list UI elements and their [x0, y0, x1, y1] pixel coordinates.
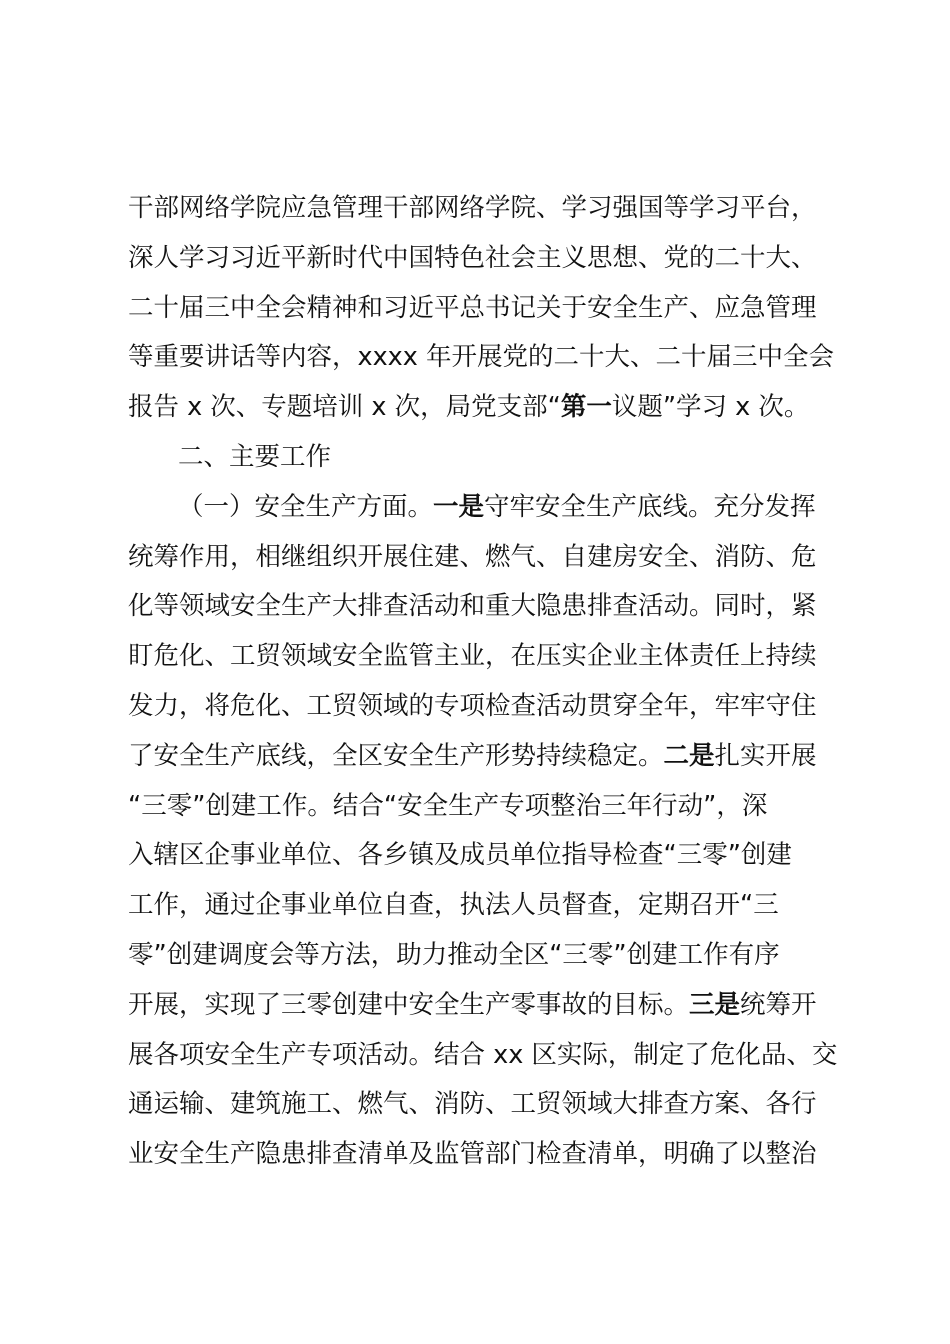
text-segment: 业安全生产隐患排查清单及监管部门检查清单，明确了以整治 — [128, 1139, 817, 1170]
text-line — [128, 831, 838, 881]
text-line — [128, 383, 838, 433]
bold-text-segment: 一是 — [433, 491, 485, 522]
text-segment: 议题”学习 x 次。 — [611, 392, 810, 423]
text-segment: 统筹作用，相继组织开展住建、燃气、自建房安全、消防、危 — [128, 541, 817, 572]
text-segment: 报告 x 次、专题培训 x 次，局党支部“ — [128, 392, 561, 423]
text-line — [128, 483, 838, 533]
text-segment: 开展，实现了三零创建中安全生产零事故的目标。 — [128, 989, 690, 1020]
text-segment: 统筹开 — [740, 989, 817, 1020]
text-segment: 了安全生产底线，全区安全生产形势持续稳定。 — [128, 740, 664, 771]
text-segment: 深人学习习近平新时代中国特色社会主义思想、党的二十大、 — [128, 242, 817, 273]
text-segment: 二、主要工作 — [178, 441, 332, 472]
text-line — [128, 1130, 838, 1180]
text-segment: 干部网络学院应急管理干部网络学院、学习强国等学习平台， — [128, 193, 817, 223]
text-line — [128, 881, 838, 931]
text-segment: 工作，通过企事业单位自查，执法人员督查，定期召开“三 — [128, 890, 779, 921]
text-line — [128, 533, 838, 583]
text-line — [128, 284, 838, 334]
text-segment: 守牢安全生产底线。充分发挥 — [484, 491, 816, 522]
text-line — [128, 582, 838, 632]
text-segment: （一）安全生产方面。 — [178, 491, 434, 522]
text-segment: 扎实开展 — [714, 740, 817, 771]
text-line — [128, 333, 838, 383]
text-line — [128, 732, 838, 782]
text-line — [128, 782, 838, 832]
text-line — [128, 184, 838, 234]
text-segment: 发力，将危化、工贸领域的专项检查活动贯穿全年，牢牢守住 — [128, 690, 817, 721]
text-segment: 等重要讲话等内容，xxxx 年开展党的二十大、二十届三中全会 — [128, 342, 834, 373]
text-segment: 入辖区企事业单位、各乡镇及成员单位指导检查“三零”创建 — [128, 840, 792, 871]
bold-text-segment: 三是 — [689, 989, 741, 1020]
text-segment: 通运输、建筑施工、燃气、消防、工贸领域大排查方案、各行 — [128, 1089, 817, 1120]
text-segment: 零”创建调度会等方法，助力推动全区“三零”创建工作有序 — [128, 939, 780, 970]
text-segment: 盯危化、工贸领域安全监管主业，在压实企业主体责任上持续 — [128, 641, 817, 672]
bold-text-segment: 第一 — [560, 392, 612, 423]
text-segment: 二十届三中全会精神和习近平总书记关于安全生产、应急管理 — [128, 292, 817, 323]
text-line — [128, 632, 838, 682]
text-segment: 展各项安全生产专项活动。结合 xx 区实际，制定了危化品、交 — [128, 1039, 838, 1070]
body-text — [128, 184, 838, 1180]
text-line — [128, 981, 838, 1031]
text-line — [128, 1080, 838, 1130]
text-line — [128, 1031, 838, 1081]
text-line — [128, 931, 838, 981]
text-segment: “三零”创建工作。结合“安全生产专项整治三年行动”，深 — [128, 790, 768, 821]
text-line — [128, 682, 838, 732]
bold-text-segment: 二是 — [663, 740, 715, 771]
text-segment: 化等领域安全生产大排查活动和重大隐患排查活动。同时，紧 — [128, 591, 817, 622]
section-heading — [128, 433, 838, 483]
text-line — [128, 234, 838, 284]
